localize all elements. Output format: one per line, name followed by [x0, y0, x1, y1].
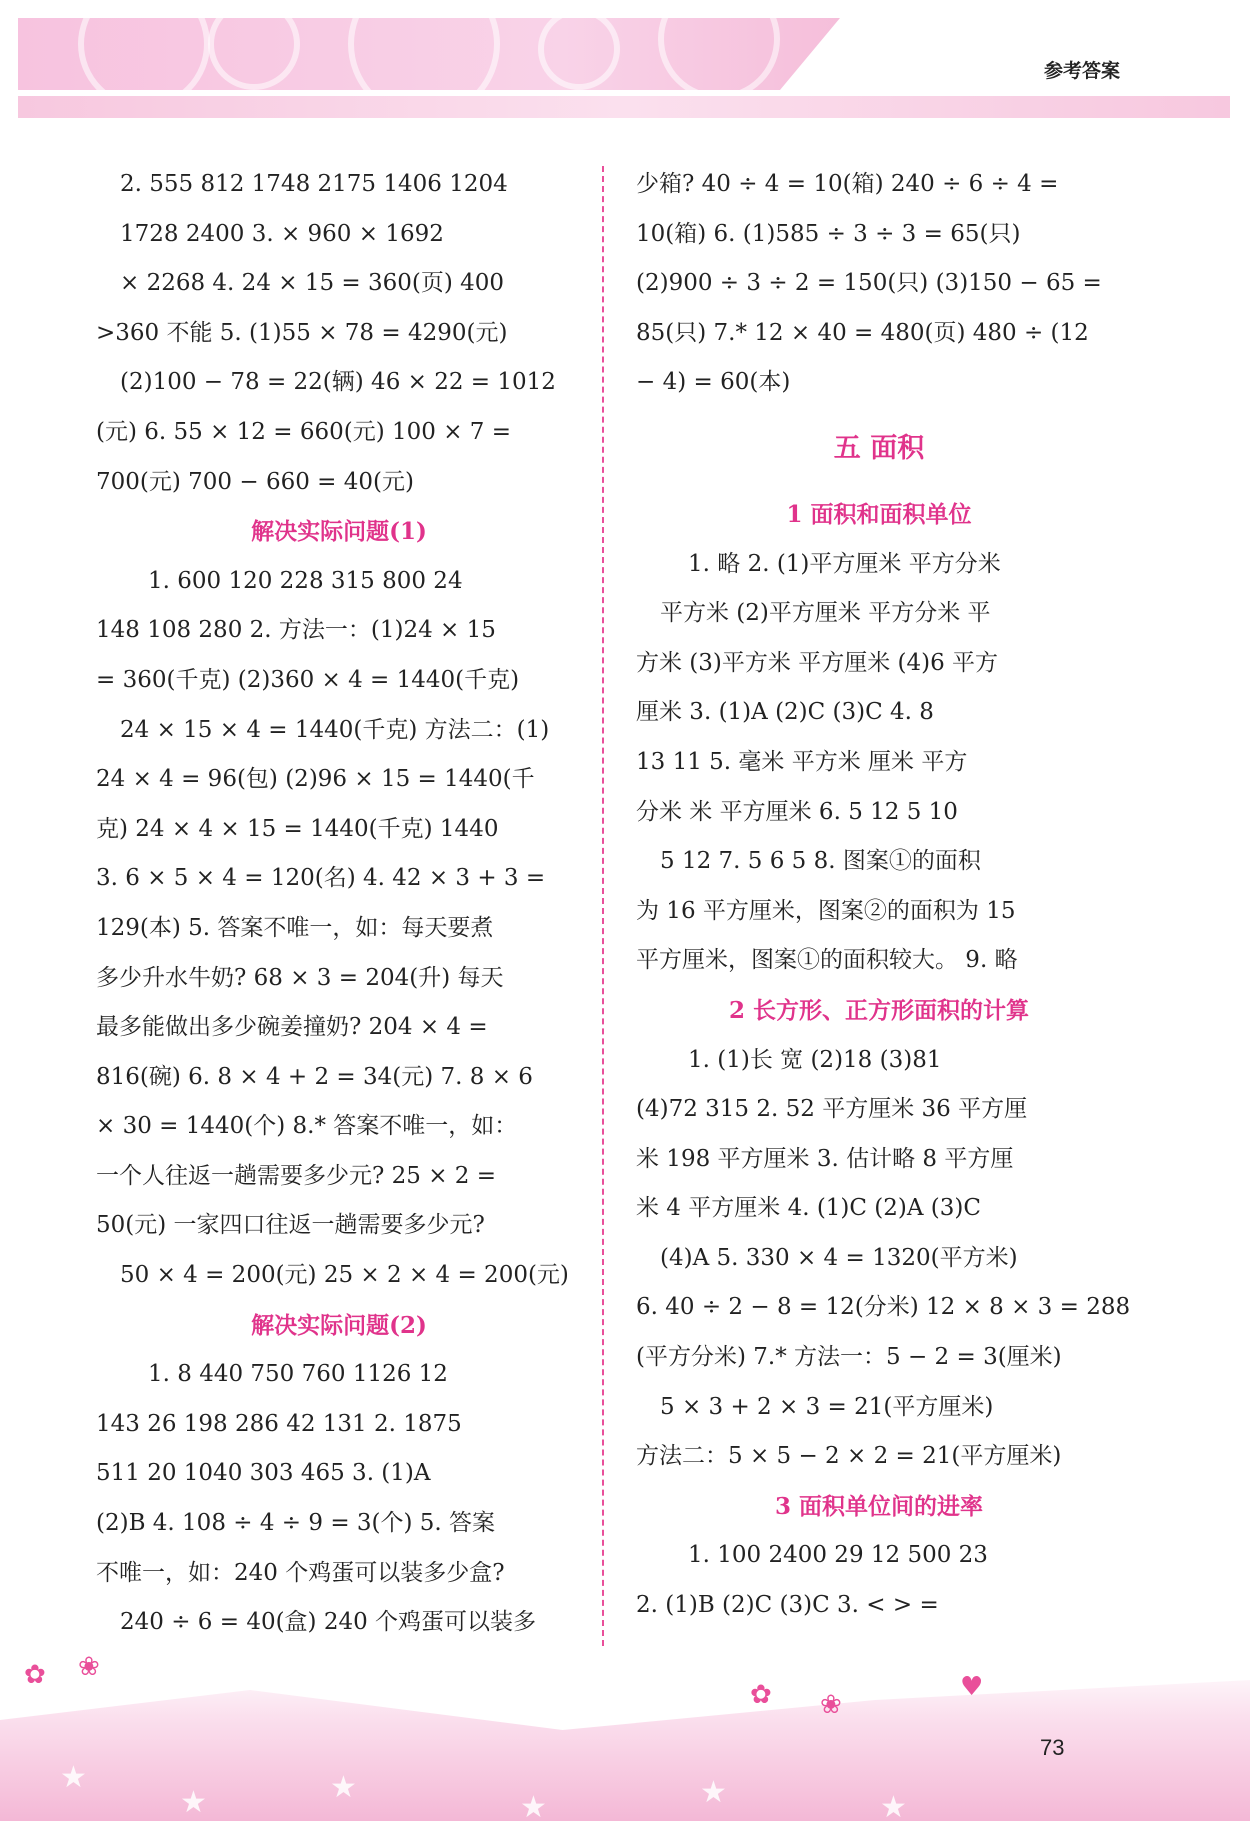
right-column	[636, 160, 1131, 1631]
right-answer-line: 平方米 (2)平方厘米 平方分米 平	[660, 600, 991, 627]
left-answer-line: 不唯一，如：240 个鸡蛋可以装多少盒?	[96, 1559, 505, 1586]
left-answer-line: 多少升水牛奶? 68 × 3 = 204(升) 每天	[96, 964, 504, 991]
star-icon: ★	[330, 1770, 357, 1805]
right-answer-line: (4)72 315 2. 52 平方厘米 36 平方厘	[636, 1096, 1028, 1123]
left-answer-line: 1. 600 120 228 315 800 24	[148, 567, 463, 594]
butterfly-icon: ✿	[24, 1660, 46, 1690]
right-answer-line: 为 16 平方厘米，图案②的面积为 15	[636, 897, 1016, 924]
right-answer-line: 10(箱) 6. (1)585 ÷ 3 ÷ 3 = 65(只)	[636, 220, 1021, 247]
left-answer-line: 148 108 280 2. 方法一：(1)24 × 15	[96, 617, 496, 644]
left-answer-line: 143 26 198 286 42 131 2. 1875	[96, 1410, 462, 1437]
decorative-ring	[658, 18, 780, 90]
left-column	[96, 160, 582, 1648]
left-answer-line: 最多能做出多少碗姜撞奶? 204 × 4 =	[96, 1014, 488, 1041]
right-answer-line: 5 12 7. 5 6 5 8. 图案①的面积	[660, 848, 981, 875]
left-answer-line: 1728 2400 3. × 960 × 1692	[120, 220, 444, 247]
right-answer-line: 米 198 平方厘米 3. 估计略 8 平方厘	[636, 1145, 1014, 1172]
left-answer-line: >360 不能 5. (1)55 × 78 = 4290(元)	[96, 319, 508, 346]
right-answer-line: 6. 40 ÷ 2 − 8 = 12(分米) 12 × 8 × 3 = 288	[636, 1294, 1131, 1321]
left-answer-line: 511 20 1040 303 465 3. (1)A	[96, 1460, 431, 1487]
left-answer-line: 24 × 15 × 4 = 1440(千克) 方法二：(1)	[120, 716, 550, 743]
right-answer-line: (2)900 ÷ 3 ÷ 2 = 150(只) (3)150 − 65 =	[636, 270, 1102, 297]
left-answer-line: 24 × 4 = 96(包) (2)96 × 15 = 1440(千	[96, 766, 535, 793]
section-heading: 2 长方形、正方形面积的计算	[728, 996, 1029, 1024]
section-heading: 3 面积单位间的进率	[774, 1492, 983, 1520]
header-tab	[780, 18, 1230, 90]
butterfly-icon: ❀	[78, 1652, 100, 1682]
left-answer-line: (元) 6. 55 × 12 = 660(元) 100 × 7 =	[96, 418, 511, 445]
left-answer-line: 3. 6 × 5 × 4 = 120(名) 4. 42 × 3 + 3 =	[96, 865, 546, 892]
star-icon: ★	[880, 1790, 907, 1825]
star-icon: ★	[700, 1775, 727, 1810]
right-answer-line: 1. 100 2400 29 12 500 23	[688, 1542, 988, 1569]
star-icon: ★	[520, 1790, 547, 1825]
section-heading: 1 面积和面积单位	[786, 500, 972, 528]
right-answer-line: 少箱? 40 ÷ 4 = 10(箱) 240 ÷ 6 ÷ 4 =	[636, 171, 1059, 197]
left-answer-line: 克) 24 × 4 × 15 = 1440(千克) 1440	[96, 815, 499, 842]
butterfly-icon: ✿	[750, 1680, 772, 1710]
left-answer-line: 700(元) 700 − 660 = 40(元)	[96, 468, 414, 495]
left-answer-line: (2)B 4. 108 ÷ 4 ÷ 9 = 3(个) 5. 答案	[96, 1510, 496, 1537]
right-answer-line: (4)A 5. 330 × 4 = 1320(平方米)	[660, 1244, 1018, 1271]
right-answer-line: 2. (1)B (2)C (3)C 3. < > =	[636, 1592, 939, 1619]
decorative-ring	[538, 18, 620, 90]
left-answer-line: 50 × 4 = 200(元) 25 × 2 × 4 = 200(元)	[120, 1262, 569, 1289]
right-answer-line: 1. (1)长 宽 (2)18 (3)81	[688, 1046, 942, 1073]
section-heading: 解决实际问题(2)	[251, 1311, 427, 1339]
heart-icon: ♥	[960, 1672, 984, 1702]
right-answer-line: 平方厘米，图案①的面积较大。 9. 略	[636, 947, 1018, 974]
left-answer-line: 129(本) 5. 答案不唯一，如：每天要煮	[96, 914, 494, 941]
left-answer-line: = 360(千克) (2)360 × 4 = 1440(千克)	[96, 666, 520, 693]
star-icon: ★	[60, 1760, 87, 1795]
header-label: 参考答案	[1043, 60, 1120, 82]
right-answer-line: 方法二：5 × 5 − 2 × 2 = 21(平方厘米)	[636, 1443, 1062, 1470]
right-answer-line: 85(只) 7.* 12 × 40 = 480(页) 480 ÷ (12	[636, 319, 1089, 346]
left-answer-line: × 2268 4. 24 × 15 = 360(页) 400	[120, 270, 505, 297]
left-answer-line: 240 ÷ 6 = 40(盒) 240 个鸡蛋可以装多	[120, 1609, 537, 1636]
right-answer-line: 13 11 5. 毫米 平方米 厘米 平方	[636, 748, 968, 775]
left-answer-line: 50(元) 一家四口往返一趟需要多少元?	[96, 1212, 485, 1239]
left-answer-line: × 30 = 1440(个) 8.* 答案不唯一，如：	[96, 1113, 518, 1140]
decorative-ring	[78, 18, 210, 90]
right-answer-line: 5 × 3 + 2 × 3 = 21(平方厘米)	[660, 1393, 994, 1420]
header-stripe	[18, 96, 1230, 118]
left-answer-line: 一个人往返一趟需要多少元? 25 × 2 =	[96, 1162, 497, 1189]
left-answer-line: (2)100 − 78 = 22(辆) 46 × 22 = 1012	[120, 369, 556, 396]
chapter-heading: 五 面积	[833, 432, 925, 464]
left-answer-line: 2. 555 812 1748 2175 1406 1204	[120, 171, 508, 197]
decorative-ring	[348, 18, 500, 90]
right-answer-line: 分米 米 平方厘米 6. 5 12 5 10	[636, 798, 958, 825]
left-answer-line: 816(碗) 6. 8 × 4 + 2 = 34(元) 7. 8 × 6	[96, 1063, 533, 1090]
butterfly-icon: ❀	[820, 1690, 842, 1720]
page-number: 73	[1040, 1735, 1065, 1760]
section-heading: 解决实际问题(1)	[251, 518, 427, 546]
column-divider	[602, 166, 604, 1646]
star-icon: ★	[180, 1785, 207, 1820]
right-answer-line: − 4) = 60(本)	[636, 369, 791, 396]
right-answer-line: (平方分米) 7.* 方法一：5 − 2 = 3(厘米)	[636, 1344, 1062, 1371]
right-answer-line: 厘米 3. (1)A (2)C (3)C 4. 8	[636, 699, 934, 726]
left-answer-line: 1. 8 440 750 760 1126 12	[148, 1361, 448, 1388]
right-answer-line: 方米 (3)平方米 平方厘米 (4)6 平方	[636, 649, 999, 676]
right-answer-line: 1. 略 2. (1)平方厘米 平方分米	[688, 550, 1001, 577]
decorative-ring	[208, 18, 300, 90]
right-answer-line: 米 4 平方厘米 4. (1)C (2)A (3)C	[636, 1195, 981, 1222]
